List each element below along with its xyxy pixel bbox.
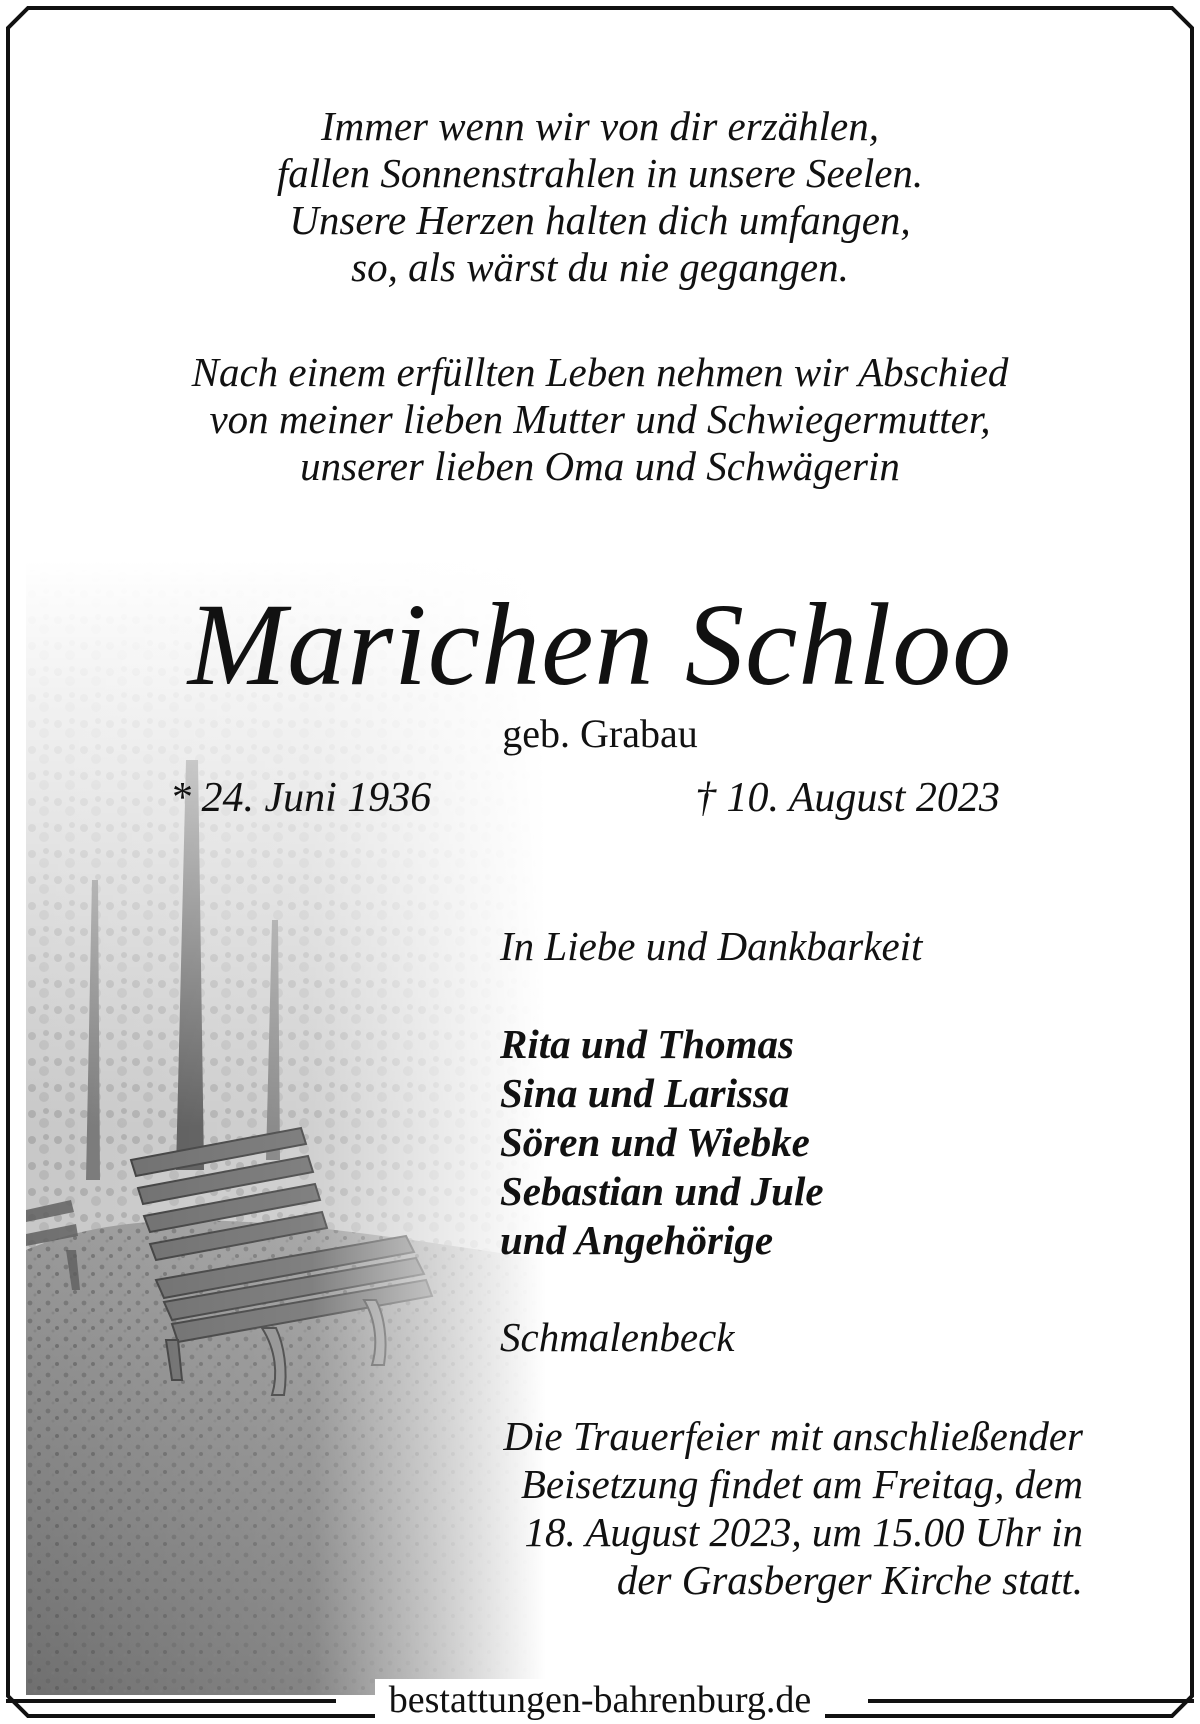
deceased-name: Marichen Schloo bbox=[187, 579, 1013, 710]
mourners-list bbox=[500, 1020, 824, 1265]
poem-verse bbox=[0, 103, 1200, 291]
mourner-name: Sebastian und Jule bbox=[500, 1168, 824, 1214]
service-line: der Grasberger Kirche statt. bbox=[616, 1557, 1083, 1603]
poem-line: Unsere Herzen halten dich umfangen, bbox=[289, 197, 911, 243]
place-name: Schmalenbeck bbox=[500, 1314, 735, 1360]
maiden-name: geb. Grabau bbox=[502, 711, 698, 756]
mourner-name: Sina und Larissa bbox=[500, 1070, 790, 1116]
service-line: 18. August 2023, um 15.00 Uhr in bbox=[524, 1509, 1083, 1555]
mourner-name: Rita und Thomas bbox=[500, 1021, 794, 1067]
service-line: Die Trauerfeier mit anschließender bbox=[503, 1413, 1083, 1459]
poem-line: fallen Sonnenstrahlen in unsere Seelen. bbox=[276, 150, 924, 196]
mourners-heading: In Liebe und Dankbarkeit bbox=[500, 923, 923, 969]
poem-line: Immer wenn wir von dir erzählen, bbox=[320, 103, 879, 149]
poem-line: so, als wärst du nie gegangen. bbox=[351, 244, 849, 290]
death-date: † 10. August 2023 bbox=[695, 775, 1000, 821]
birth-date: * 24. Juni 1936 bbox=[170, 775, 432, 821]
mourner-name: und Angehörige bbox=[500, 1217, 774, 1263]
farewell-intro bbox=[0, 349, 1200, 490]
website-link[interactable]: bestattungen-bahrenburg.de bbox=[375, 1679, 825, 1721]
service-line: Beisetzung findet am Freitag, dem bbox=[520, 1461, 1083, 1507]
intro-line: unserer lieben Oma und Schwägerin bbox=[300, 443, 900, 489]
intro-line: von meiner lieben Mutter und Schwiegermutter, bbox=[209, 396, 991, 442]
intro-line: Nach einem erfüllten Leben nehmen wir Abschied bbox=[191, 349, 1009, 395]
funeral-service-info bbox=[503, 1412, 1083, 1604]
footer bbox=[0, 1678, 1200, 1721]
mourner-name: Sören und Wiebke bbox=[500, 1119, 810, 1165]
